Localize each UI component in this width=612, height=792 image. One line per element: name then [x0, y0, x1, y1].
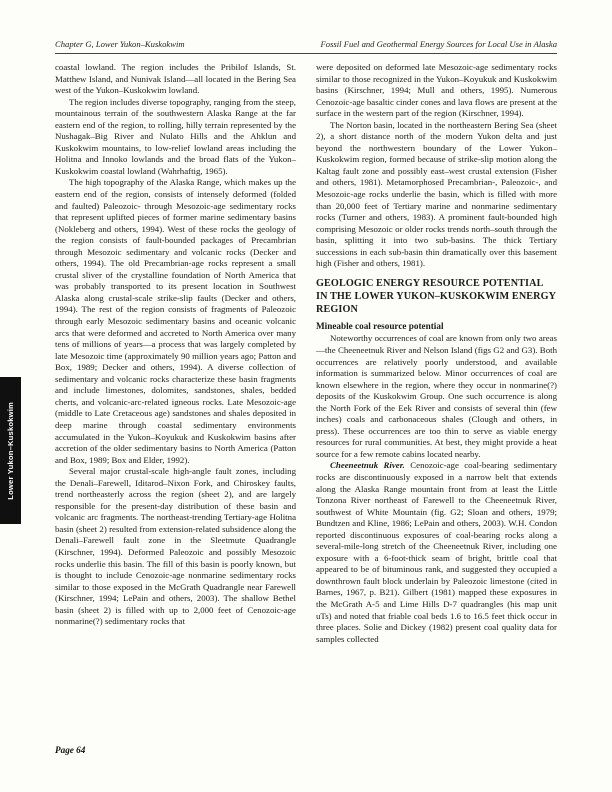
sidebar-tab-label: Lower Yukon–Kuskokwim — [6, 401, 15, 500]
paragraph: Noteworthy occurrences of coal are known from only two areas—the Cheeneetnuk River and Nelson Island (figs G2 and G3). Both occurrences are relatively poorly understood, and available information is summarized below. Minor occurrences of coal are known elsewhere in the region, where they occur in nonmarine(?) deposits of the Kuskokwim Group. One such occurrence is along the North Fork of the Eek River and consists of several thin (few inches) coals and carbonaceous shales (Clough and others, in press). These occurrences are too thin to serve as viable energy resources for rural communities. At best, they might provide a heat source for a few remote cabins located nearby. — [316, 333, 557, 459]
paragraph: Several major crustal-scale high-angle fault zones, including the Denali–Farewell, Iditarod–Nixon Fork, and Chiroskey faults, trend northeasterly across the region (sheet 2), and are largely responsible for the present-day distribution of these basin and volcanic arc fragments. The northeast-trending Tertiary-age Holitna basin (sheet 2) resulted from extension-related subsidence along the Denali–Farewell fault zone in the Sleetmute Quadrangle (Kirschner, 1994). Deformed Paleozoic and possibly Mesozoic rocks underlie this basin. The fill of this basin is poorly known, but is thought to include Cenozoic-age nonmarine sedimentary rocks similar to those exposed in the McGrath Quadrangle near Farewell (Kirschner, 1994; LePain and others, 2003). The shallow Bethel basin (sheet 2) is filled with up to 2,000 feet of Cenozoic-age nonmarine(?) sedimentary rocks that — [55, 466, 296, 627]
header-rule — [55, 53, 557, 54]
body-text-columns — [55, 62, 557, 645]
subsection-heading: Mineable coal resource potential — [316, 321, 444, 332]
paragraph: Cheeneetnuk River. Cenozoic-age coal-bearing sedimentary rocks are discontinuously exposed in a narrow belt that extends along the Alaska Range mountain front from at least the Little Tonzona River northeast of Farewell to the Cheeneetnuk River, southwest of White Mountain (fig. G2; Sloan and others, 1979; Bundtzen and Kline, 1986; LePain and others, 2003). W.H. Condon reported discontinuous exposures of coal-bearing rocks along a several-mile-long stretch of the Cheeneetnuk River, including one exposure with a 6-foot-thick seam of bright, brittle coal that appeared to be of bituminous rank, and suggested they occupied a downthrown fault block underlain by Paleozoic limestone (cited in Barnes, 1967, p. B21). Gilbert (1981) mapped these exposures in the McGrath A-5 and Lime Hills D-7 quadrangles (his map unit uTs) and noted that friable coal beds 1.6 to 16.5 feet thick occur in three places. Solie and Dickey (1982) present coal quality data for samples collected — [316, 460, 557, 644]
paragraph: The region includes diverse topography, ranging from the steep, mountainous terrain of the southwestern Alaska Range at the far eastern end of the region, to rolling, hilly terrain represented by the Nushagak–Big River and Nulato Hills and the Ahklun and Kuskokwim mountains, to low-relief lowland areas including the Holitna and Innoko lowlands and the broad flats of the Yukon–Kuskokwim coastal lowland (Wahrhaftig, 1965). — [55, 96, 296, 176]
left-column — [55, 62, 296, 645]
header-chapter-label: Chapter G, Lower Yukon–Kuskokwim — [55, 39, 185, 49]
paragraph: were deposited on deformed late Mesozoic-age sedimentary rocks similar to those recognized in the Yukon–Koyukuk and Kuskokwim basins (Kirschner, 1994; Mull and others, 1995). Numerous Cenozoic-age basaltic cinder cones and lava flows are present at the surface in the western part of the region (Kirschner, 1994). — [316, 62, 557, 119]
right-column — [316, 62, 557, 645]
paragraph: coastal lowland. The region includes the Pribilof Islands, St. Matthew Island, and Nunivak Island—all located in the Bering Sea west of the Yukon–Kuskokwim lowland. — [55, 62, 296, 96]
sidebar-tab — [0, 377, 21, 524]
header-report-title: Fossil Fuel and Geothermal Energy Sources for Local Use in Alaska — [320, 39, 557, 49]
paragraph: The high topography of the Alaska Range, which makes up the eastern end of the region, consists of intensely deformed (folded and faulted) Paleozoic- through Mesozoic-age sedimentary rocks that represent uplifted pieces of former marine sedimentary basins (Nokleberg and others, 1994). West of these rocks the geology of the region consists of fault-bounded packages of Precambrian through Mesozoic sedimentary and volcanic rocks (Decker and others, 1994). The old Precambrian-age rocks represent a small crustal sliver of the crystalline foundation of North America that was probably transported to its present location in Southwest Alaska along crustal-scale strike-slip faults (Decker and others, 1994). The rest of the region consists of fragments of Paleozoic through early Mesozoic sedimentary basins and oceanic volcanic arcs that were deformed and accreted to North America over many tens of millions of years—a process that was largely completed by late Mesozoic time (approximately 90 million years ago; Patton and Box, 1989; Decker and others, 1994). A diverse collection of sedimentary and volcanic rocks characterize these basin fragments and include limestones, dolomites, sandstones, shales, bedded cherts, and volcanic-arc-related igneous rocks. Late Mesozoic-age (middle to Late Cretaceous age) sandstones and shales deposited in deep marine through coastal sedimentary environments accumulated in the Yukon–Koyukuk and Kuskokwim basins after accretion of the older sedimentary basins to North America (Patton and Box, 1989; Box and Elder, 1992). — [55, 177, 296, 465]
section-heading: GEOLOGIC ENERGY RESOURCE POTENTIAL IN THE LOWER YUKON–KUSKOKWIM ENERGY REGION — [316, 277, 556, 316]
page-footer — [55, 745, 85, 755]
page-number: Page 64 — [55, 745, 86, 755]
paragraph: The Norton basin, located in the northeastern Bering Sea (sheet 2), a short distance north of the modern Yukon delta and just beyond the northwestern boundary of the Lower Yukon–Kuskokwim region, formed because of strike-slip motion along the Kaltag fault zone and possibly east–west crustal extension (Fisher and others, 1981). Metamorphosed Precambrian-, Paleozoic-, and Mesozoic-age rocks underlie the basin, which is filled with more than 20,000 feet of Tertiary marine and nonmarine sedimentary rocks (Turner and others, 1983). A prominent fault-bounded high comprising Mesozoic or older rocks trends north–south through the basin, splitting it into two sub-basins. The thick Tertiary successions in each sub-basin thin dramatically over this basement high (Fisher and others, 1981). — [316, 119, 557, 269]
run-in-heading: Cheeneetnuk River. — [330, 460, 411, 471]
page-header — [55, 39, 557, 49]
